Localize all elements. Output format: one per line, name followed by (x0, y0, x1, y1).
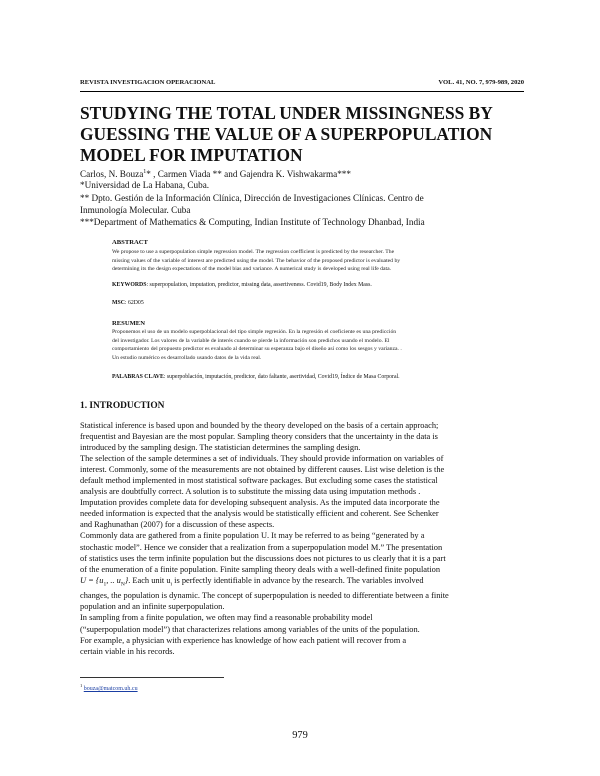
resumen-line: comportamiento del propuesto predictor es evaluado al determinar su esperanza bajo el diseño así como los sesgos y varianza. . (112, 346, 402, 353)
text-line: The selection of the sample determines a set of individuals. They should provide information on variables of (80, 454, 444, 464)
keywords-text: : superpopulation, imputation, predictor, missing data, assertiveness. Covid19, Body Index Mass. (146, 282, 372, 288)
text-line: frequentist and Bayesian are the most popular. Sampling theory considers that the uncertainty in the data is (80, 432, 438, 442)
text-line: stochastic model”. Hence we consider that a realization from a superpopulation model M.” The presentation (80, 542, 443, 552)
footnote-email-link[interactable]: bouza@matcom.uh.cu (83, 686, 138, 692)
resumen-line: del investigador. Los valores de la variable de interés cuando se pierde la información son predichos usando el modelo. El (112, 337, 390, 344)
text-line: default method implemented in most statistical software packages. But excluding some cases the statistical (80, 476, 438, 486)
author-names-rest: * , Carmen Viada ** and Gajendra K. Vishwakarma*** (146, 169, 351, 180)
abstract-line: We propose to use a superpopulation simple regression model. The regression coefficient is predicted by the researcher. The (112, 249, 395, 255)
math-close: } (124, 575, 129, 585)
footnote-ref: 1 (143, 169, 147, 175)
math-set: U = {u (80, 575, 104, 585)
title-line: GUESSING THE VALUE OF A SUPERPOPULATION (80, 124, 493, 144)
author-name: Carlos, N. Bouza (80, 169, 144, 180)
text-line: In sampling from a finite population, we often may find a reasonable probability model (80, 613, 373, 623)
text-line: and Raghunathan (2007) for a discussion of these aspects. (80, 520, 275, 530)
affiliation-2: ** Dpto. Gestión de la Información Clínica, Dirección de Investigaciones Clínicas. Centro de (80, 193, 424, 203)
text-line: Commonly data are gathered from a finite population U. It may be referred to as being “generated by a (80, 531, 425, 541)
title-line: STUDYING THE TOTAL UNDER MISSINGNESS BY (80, 103, 493, 123)
text-line: For example, a physician with experience has knowledge of how each patient will recover from a (80, 635, 407, 645)
text-span: is perfectly identifiable in advance by the research. The variables involved (172, 575, 424, 585)
section-heading-introduction: 1. INTRODUCTION (80, 401, 165, 411)
footnote-mark: 1 (80, 683, 83, 688)
text-line: introduced by the sampling design. The statistician determines the sampling design. (80, 443, 361, 453)
text-line: (“superpopulation model”) that characterizes relations among variables of the units of the population. (80, 624, 420, 634)
abstract-body (112, 248, 522, 274)
palabras-clave-text: : superpoblación, imputación, predictor, dato faltante, asertividad, Covid19, Índice de Masa Corporal. (163, 374, 400, 380)
footnote-rule (80, 677, 224, 678)
text-line: Imputation provides complete data for developing subsequent analysis. As the imputed data incorporate the (80, 498, 440, 508)
msc-text: : 62D05 (124, 300, 144, 306)
paper-title (80, 103, 540, 166)
abstract-heading: ABSTRACT (112, 239, 148, 246)
text-line: Statistical inference is based upon and bounded by the theory developed on the basis of a certain approach; (80, 421, 439, 430)
intro-paragraph-1 (80, 420, 526, 657)
text-line: of the enumeration of a finite population. Finite sampling theory deals with a well-defined finite population (80, 564, 441, 574)
text-line: interest. Commonly, some of the measurements are not obtained by different causes. List wise deletion is the (80, 465, 445, 475)
abstract-line: determining its the design expectations of the model bias and variance. A numerical study is developed using real life data. (112, 266, 392, 273)
footnote (80, 683, 138, 692)
math-mid: , .. u (106, 575, 121, 585)
keywords-label: KEYWORDS (112, 282, 147, 288)
page-number: 979 (292, 730, 308, 741)
title-line: MODEL FOR IMPUTATION (80, 145, 303, 165)
resumen-body (112, 328, 522, 362)
affiliation-3: ***Department of Mathematics & Computing, Indian Institute of Technology Dhanbad, India (80, 217, 425, 227)
affiliation-2-cont: Inmunología Molecular. Cuba (80, 205, 191, 215)
msc-code (112, 300, 144, 306)
author-list (80, 167, 530, 180)
resumen-heading: RESUMEN (112, 320, 145, 327)
text-line: changes, the population is dynamic. The concept of superpopulation is needed to differentiate between a finite (80, 591, 449, 601)
resumen-line: Un estudio numérico es desarrollado usando datos de la vida real. (112, 354, 262, 361)
text-span: . Each unit u (128, 575, 171, 585)
math-line (80, 575, 526, 591)
affiliation-1: *Universidad de La Habana, Cuba. (80, 180, 210, 190)
math-sub: 1 (103, 581, 107, 588)
abstract-line: missing values of the variable of interest are predicted using the model. The behavior of the proposed predictor is evaluated by (112, 257, 401, 264)
text-line: needed information is expected that the analysis would be statistically efficient and coherent. See Schenker (80, 509, 439, 519)
journal-name: REVISTA INVESTIGACION OPERACIONAL (80, 79, 216, 86)
palabras-clave (112, 374, 400, 380)
resumen-line: Proponemos el uso de un modelo superpoblacional del tipo simple regresión. En la regresión el coeficiente es una predicción (112, 329, 397, 335)
math-sub: i (170, 581, 173, 588)
palabras-clave-label: PALABRAS CLAVE (112, 374, 164, 380)
volume-info: VOL. 41, NO. 7, 979-989, 2020 (438, 79, 524, 86)
text-line: population and an infinite superpopulation. (80, 602, 225, 612)
math-sub: N (120, 581, 125, 588)
text-line: analysis are doubtfully correct. A solution is to substitute the missing data using imputation methods . (80, 487, 421, 497)
msc-label: MSC (112, 300, 125, 306)
text-line: certain viable in his records. (80, 646, 175, 656)
text-line: of statistics uses the term infinite population but the discussions does not pictures to us clearly that it is a part (80, 553, 446, 563)
running-header (80, 79, 524, 92)
keywords (112, 282, 372, 288)
